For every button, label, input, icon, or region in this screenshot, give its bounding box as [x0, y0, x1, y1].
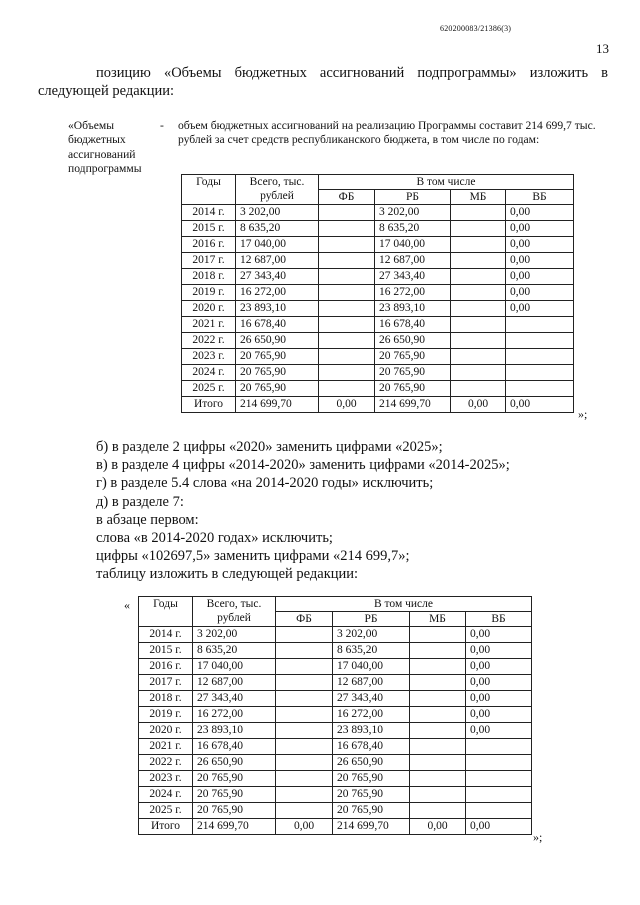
cell-fb — [319, 381, 375, 397]
cell-year: 2014 г. — [182, 205, 236, 221]
cell-total: 23 893,10 — [236, 301, 319, 317]
cell-mb — [451, 349, 506, 365]
amendment-item: в абзаце первом: — [96, 511, 199, 528]
cell-rb: 27 343,40 — [333, 691, 410, 707]
header-years: Годы — [182, 175, 236, 205]
cell-vb: 0,00 — [506, 205, 574, 221]
table-row — [182, 269, 574, 285]
table-row — [139, 691, 532, 707]
header-rb: РБ — [375, 190, 451, 205]
cell-mb — [451, 301, 506, 317]
cell-rb: 23 893,10 — [375, 301, 451, 317]
cell-total: 214 699,70 — [193, 819, 276, 835]
table-row — [139, 643, 532, 659]
cell-total: 3 202,00 — [193, 627, 276, 643]
cell-vb: 0,00 — [466, 643, 532, 659]
cell-total: 26 650,90 — [193, 755, 276, 771]
cell-fb — [319, 253, 375, 269]
cell-vb: 0,00 — [506, 301, 574, 317]
cell-fb — [276, 627, 333, 643]
cell-year: 2024 г. — [182, 365, 236, 381]
cell-fb — [276, 643, 333, 659]
cell-rb: 8 635,20 — [375, 221, 451, 237]
cell-vb: 0,00 — [466, 723, 532, 739]
header-vb: ВБ — [506, 190, 574, 205]
cell-total: 8 635,20 — [193, 643, 276, 659]
cell-rb: 214 699,70 — [333, 819, 410, 835]
cell-fb — [319, 333, 375, 349]
cell-total: 26 650,90 — [236, 333, 319, 349]
cell-rb: 16 678,40 — [333, 739, 410, 755]
cell-vb: 0,00 — [506, 253, 574, 269]
cell-vb: 0,00 — [466, 675, 532, 691]
cell-year: 2022 г. — [139, 755, 193, 771]
intro-paragraph: позицию «Объемы бюджетных ассигнований подпрограммы» изложить в следующей редакции: — [38, 65, 608, 99]
cell-vb — [506, 349, 574, 365]
amendment-item: г) в разделе 5.4 слова «на 2014-2020 годы» исключить; — [96, 475, 434, 492]
amendment-item: цифры «102697,5» заменить цифрами «214 699,7»; — [96, 548, 410, 565]
cell-vb: 0,00 — [466, 707, 532, 723]
header-total: Всего, тыс. рублей — [236, 175, 319, 205]
table-row — [182, 237, 574, 253]
cell-rb: 12 687,00 — [333, 675, 410, 691]
cell-year: 2024 г. — [139, 787, 193, 803]
cell-year: 2018 г. — [182, 269, 236, 285]
cell-rb: 12 687,00 — [375, 253, 451, 269]
cell-mb — [410, 627, 466, 643]
cell-rb: 20 765,90 — [375, 381, 451, 397]
cell-vb — [506, 317, 574, 333]
cell-mb — [410, 707, 466, 723]
table-total-row — [182, 397, 574, 413]
cell-total: 16 272,00 — [193, 707, 276, 723]
table-row — [182, 285, 574, 301]
cell-year: 2025 г. — [139, 803, 193, 819]
table-row — [139, 627, 532, 643]
cell-vb: 0,00 — [466, 819, 532, 835]
cell-total: 20 765,90 — [193, 787, 276, 803]
cell-rb: 8 635,20 — [333, 643, 410, 659]
cell-vb: 0,00 — [506, 397, 574, 413]
cell-total: 16 678,40 — [193, 739, 276, 755]
cell-mb: 0,00 — [451, 397, 506, 413]
cell-year: 2022 г. — [182, 333, 236, 349]
cell-mb — [410, 739, 466, 755]
cell-year: 2015 г. — [182, 221, 236, 237]
cell-mb — [410, 675, 466, 691]
cell-fb — [276, 691, 333, 707]
cell-vb: 0,00 — [506, 237, 574, 253]
page-number: 13 — [596, 41, 609, 56]
header-mb: МБ — [410, 612, 466, 627]
cell-vb — [466, 739, 532, 755]
cell-mb — [451, 317, 506, 333]
cell-rb: 3 202,00 — [375, 205, 451, 221]
amendment-item: слова «в 2014-2020 годах» исключить; — [96, 530, 333, 547]
cell-total: 20 765,90 — [193, 803, 276, 819]
cell-total: 27 343,40 — [236, 269, 319, 285]
table-row — [182, 253, 574, 269]
table-row — [182, 317, 574, 333]
cell-mb — [451, 381, 506, 397]
amendment-item: д) в разделе 7: — [96, 493, 184, 510]
cell-fb — [276, 707, 333, 723]
cell-total: 17 040,00 — [193, 659, 276, 675]
cell-total: 27 343,40 — [193, 691, 276, 707]
cell-rb: 17 040,00 — [375, 237, 451, 253]
cell-rb: 16 678,40 — [375, 317, 451, 333]
cell-year: 2023 г. — [182, 349, 236, 365]
document-code: 620200083/21386(3) — [440, 24, 512, 33]
cell-fb: 0,00 — [276, 819, 333, 835]
passport-dash: - — [160, 119, 164, 132]
cell-vb — [466, 755, 532, 771]
header-rb: РБ — [333, 612, 410, 627]
cell-vb: 0,00 — [506, 221, 574, 237]
cell-vb — [506, 333, 574, 349]
cell-rb: 20 765,90 — [333, 771, 410, 787]
header-years: Годы — [139, 597, 193, 627]
cell-rb: 26 650,90 — [375, 333, 451, 349]
cell-year: 2020 г. — [139, 723, 193, 739]
cell-total: 214 699,70 — [236, 397, 319, 413]
cell-year: 2019 г. — [139, 707, 193, 723]
cell-vb: 0,00 — [466, 691, 532, 707]
header-vb: ВБ — [466, 612, 532, 627]
table-row — [139, 739, 532, 755]
cell-mb — [451, 269, 506, 285]
cell-rb: 26 650,90 — [333, 755, 410, 771]
cell-mb — [451, 205, 506, 221]
passport-label-line: бюджетных — [68, 133, 126, 147]
cell-year: Итого — [139, 819, 193, 835]
passport-description: объем бюджетных ассигнований на реализацию Программы составит 214 699,7 тыс. рублей за счет средств республиканского бюджета, в том числе по годам: — [178, 119, 596, 147]
header-fb: ФБ — [319, 190, 375, 205]
cell-fb — [319, 269, 375, 285]
cell-mb — [410, 659, 466, 675]
cell-year: 2017 г. — [139, 675, 193, 691]
cell-fb — [319, 237, 375, 253]
cell-year: 2015 г. — [139, 643, 193, 659]
table-row — [139, 803, 532, 819]
table-row — [139, 659, 532, 675]
cell-year: 2025 г. — [182, 381, 236, 397]
cell-vb: 0,00 — [466, 659, 532, 675]
passport-label — [68, 119, 160, 177]
table1-close-mark: »; — [578, 407, 588, 421]
cell-vb: 0,00 — [466, 627, 532, 643]
table-row — [182, 205, 574, 221]
header-fb: ФБ — [276, 612, 333, 627]
cell-fb — [319, 221, 375, 237]
cell-rb: 3 202,00 — [333, 627, 410, 643]
cell-year: 2016 г. — [182, 237, 236, 253]
cell-total: 20 765,90 — [236, 349, 319, 365]
cell-rb: 27 343,40 — [375, 269, 451, 285]
cell-year: 2021 г. — [139, 739, 193, 755]
cell-total: 3 202,00 — [236, 205, 319, 221]
cell-vb — [466, 803, 532, 819]
cell-fb — [319, 349, 375, 365]
amendment-item: в) в разделе 4 цифры «2014-2020» заменить цифрами «2014-2025»; — [96, 457, 510, 474]
cell-fb — [276, 755, 333, 771]
cell-rb: 16 272,00 — [375, 285, 451, 301]
cell-fb — [276, 723, 333, 739]
header-mb: МБ — [451, 190, 506, 205]
cell-total: 20 765,90 — [193, 771, 276, 787]
cell-rb: 20 765,90 — [333, 787, 410, 803]
passport-label-line: подпрограммы — [68, 162, 142, 176]
cell-year: Итого — [182, 397, 236, 413]
table2-open-mark: « — [124, 598, 130, 612]
cell-vb: 0,00 — [506, 269, 574, 285]
cell-fb — [319, 205, 375, 221]
cell-year: 2014 г. — [139, 627, 193, 643]
cell-rb: 214 699,70 — [375, 397, 451, 413]
table-row — [182, 365, 574, 381]
cell-fb — [319, 317, 375, 333]
cell-mb — [451, 253, 506, 269]
cell-fb — [276, 787, 333, 803]
cell-fb — [276, 659, 333, 675]
cell-year: 2023 г. — [139, 771, 193, 787]
cell-mb — [410, 755, 466, 771]
cell-fb — [276, 803, 333, 819]
table-row — [182, 349, 574, 365]
cell-rb: 20 765,90 — [375, 365, 451, 381]
table-row — [182, 221, 574, 237]
cell-year: 2017 г. — [182, 253, 236, 269]
cell-mb — [410, 643, 466, 659]
table-row — [139, 675, 532, 691]
cell-fb — [276, 675, 333, 691]
cell-year: 2016 г. — [139, 659, 193, 675]
cell-rb: 20 765,90 — [333, 803, 410, 819]
cell-fb: 0,00 — [319, 397, 375, 413]
cell-mb — [451, 285, 506, 301]
table-row — [139, 723, 532, 739]
cell-rb: 23 893,10 — [333, 723, 410, 739]
cell-mb — [410, 771, 466, 787]
cell-vb — [466, 771, 532, 787]
cell-mb — [410, 803, 466, 819]
cell-fb — [276, 771, 333, 787]
cell-total: 23 893,10 — [193, 723, 276, 739]
budget-table-section7 — [138, 596, 532, 835]
cell-year: 2020 г. — [182, 301, 236, 317]
cell-total: 8 635,20 — [236, 221, 319, 237]
table-row — [182, 301, 574, 317]
cell-vb — [506, 381, 574, 397]
passport-label-line: «Объемы — [68, 119, 115, 132]
cell-total: 16 678,40 — [236, 317, 319, 333]
budget-table-passport — [181, 174, 574, 413]
cell-mb — [451, 333, 506, 349]
cell-mb — [410, 787, 466, 803]
cell-total: 16 272,00 — [236, 285, 319, 301]
cell-total: 20 765,90 — [236, 381, 319, 397]
cell-fb — [319, 301, 375, 317]
cell-rb: 20 765,90 — [375, 349, 451, 365]
table-row — [139, 787, 532, 803]
table-row — [139, 707, 532, 723]
header-including: В том числе — [276, 597, 532, 612]
cell-mb — [410, 691, 466, 707]
cell-mb — [451, 221, 506, 237]
cell-mb — [451, 237, 506, 253]
cell-mb: 0,00 — [410, 819, 466, 835]
cell-fb — [319, 285, 375, 301]
passport-label-line: ассигнований — [68, 147, 136, 161]
table-row — [139, 771, 532, 787]
cell-vb: 0,00 — [506, 285, 574, 301]
table2-close-mark: »; — [533, 830, 543, 844]
cell-vb — [466, 787, 532, 803]
cell-year: 2018 г. — [139, 691, 193, 707]
table-total-row — [139, 819, 532, 835]
header-including: В том числе — [319, 175, 574, 190]
cell-year: 2019 г. — [182, 285, 236, 301]
cell-total: 20 765,90 — [236, 365, 319, 381]
cell-rb: 16 272,00 — [333, 707, 410, 723]
cell-total: 12 687,00 — [193, 675, 276, 691]
table-row — [182, 381, 574, 397]
cell-mb — [410, 723, 466, 739]
cell-year: 2021 г. — [182, 317, 236, 333]
amendment-item: таблицу изложить в следующей редакции: — [96, 566, 359, 583]
amendment-items — [96, 438, 616, 584]
cell-vb — [506, 365, 574, 381]
cell-total: 12 687,00 — [236, 253, 319, 269]
cell-rb: 17 040,00 — [333, 659, 410, 675]
cell-mb — [451, 365, 506, 381]
header-total: Всего, тыс. рублей — [193, 597, 276, 627]
amendment-item: б) в разделе 2 цифры «2020» заменить цифрами «2025»; — [96, 439, 443, 455]
cell-fb — [276, 739, 333, 755]
table-row — [182, 333, 574, 349]
cell-fb — [319, 365, 375, 381]
cell-total: 17 040,00 — [236, 237, 319, 253]
table-row — [139, 755, 532, 771]
